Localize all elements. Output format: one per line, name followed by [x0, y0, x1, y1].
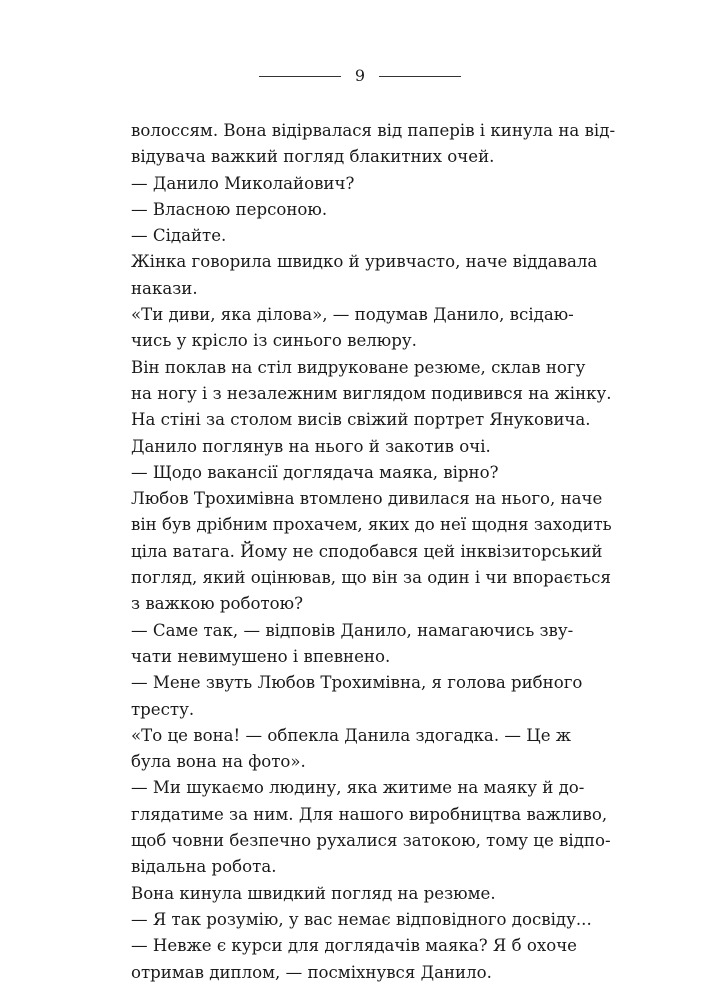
- text-line: глядатиме за ним. Для нашого виробництва важливо,: [131, 804, 608, 824]
- text-line: Данило поглянув на нього й закотив очі.: [131, 436, 491, 456]
- text-line: — Данило Миколайович?: [131, 173, 355, 193]
- text-line: відальна робота.: [131, 857, 277, 877]
- page-header: [0, 66, 720, 86]
- header-rule-right: [379, 76, 461, 77]
- text-line: була вона на фото».: [131, 752, 306, 772]
- text-line: погляд, який оцінював, що він за один і чи впорається: [131, 568, 611, 588]
- text-line: волоссям. Вона відірвалася від паперів і кинула на від-: [131, 121, 616, 140]
- text-line: Він поклав на стіл видруковане резюме, склав ногу: [131, 357, 586, 377]
- text-line: — Власною персоною.: [131, 199, 328, 219]
- text-line: чись у крісло із синього велюру.: [131, 331, 417, 351]
- text-line: — Мене звуть Любов Трохимівна, я голова рибного: [131, 673, 583, 693]
- body-text: [131, 118, 616, 986]
- text-line: Любов Трохимівна втомлено дивилася на нього, наче: [131, 489, 603, 509]
- page-number: 9: [354, 66, 366, 85]
- text-line: чати невимушено і впевнено.: [131, 646, 391, 666]
- text-line: «Ти диви, яка ділова», — подумав Данило, всідаю-: [131, 305, 574, 325]
- text-line: Вона кинула швидкий погляд на резюме.: [131, 883, 496, 903]
- text-line: — Я так розумію, у вас немає відповідного досвіду...: [131, 909, 592, 929]
- text-line: він був дрібним прохачем, яких до неї щодня заходить: [131, 515, 612, 535]
- text-line: тресту.: [131, 699, 195, 719]
- text-line: На стіні за столом висів свіжий портрет Януковича.: [131, 410, 591, 430]
- text-line: ціла ватага. Йому не сподобався цей інквізиторський: [131, 541, 603, 561]
- text-line: Жінка говорила швидко й уривчасто, наче віддавала: [131, 252, 598, 272]
- text-line: щоб човни безпечно рухалися затокою, тому це відпо-: [131, 831, 611, 851]
- text-line: — Сідайте.: [131, 226, 227, 246]
- text-line: — Ми шукаємо людину, яка житиме на маяку й до-: [131, 778, 585, 798]
- text-line: накази.: [131, 278, 198, 298]
- text-line: — Невже є курси для доглядачів маяка? Я б охоче: [131, 936, 578, 956]
- text-line: — Саме так, — відповів Данило, намагаючись зву-: [131, 620, 574, 640]
- text-line: «То це вона! — обпекла Данила здогадка. — Це ж: [131, 725, 572, 745]
- text-line: з важкою роботою?: [131, 594, 304, 614]
- text-line: — Щодо вакансії доглядача маяка, вірно?: [131, 462, 499, 482]
- text-line: відувача важкий погляд блакитних очей.: [131, 147, 495, 167]
- text-line: отримав диплом, — посміхнувся Данило.: [131, 962, 492, 982]
- text-line: на ногу і з незалежним виглядом подивився на жінку.: [131, 383, 612, 403]
- header-rule-left: [259, 76, 341, 77]
